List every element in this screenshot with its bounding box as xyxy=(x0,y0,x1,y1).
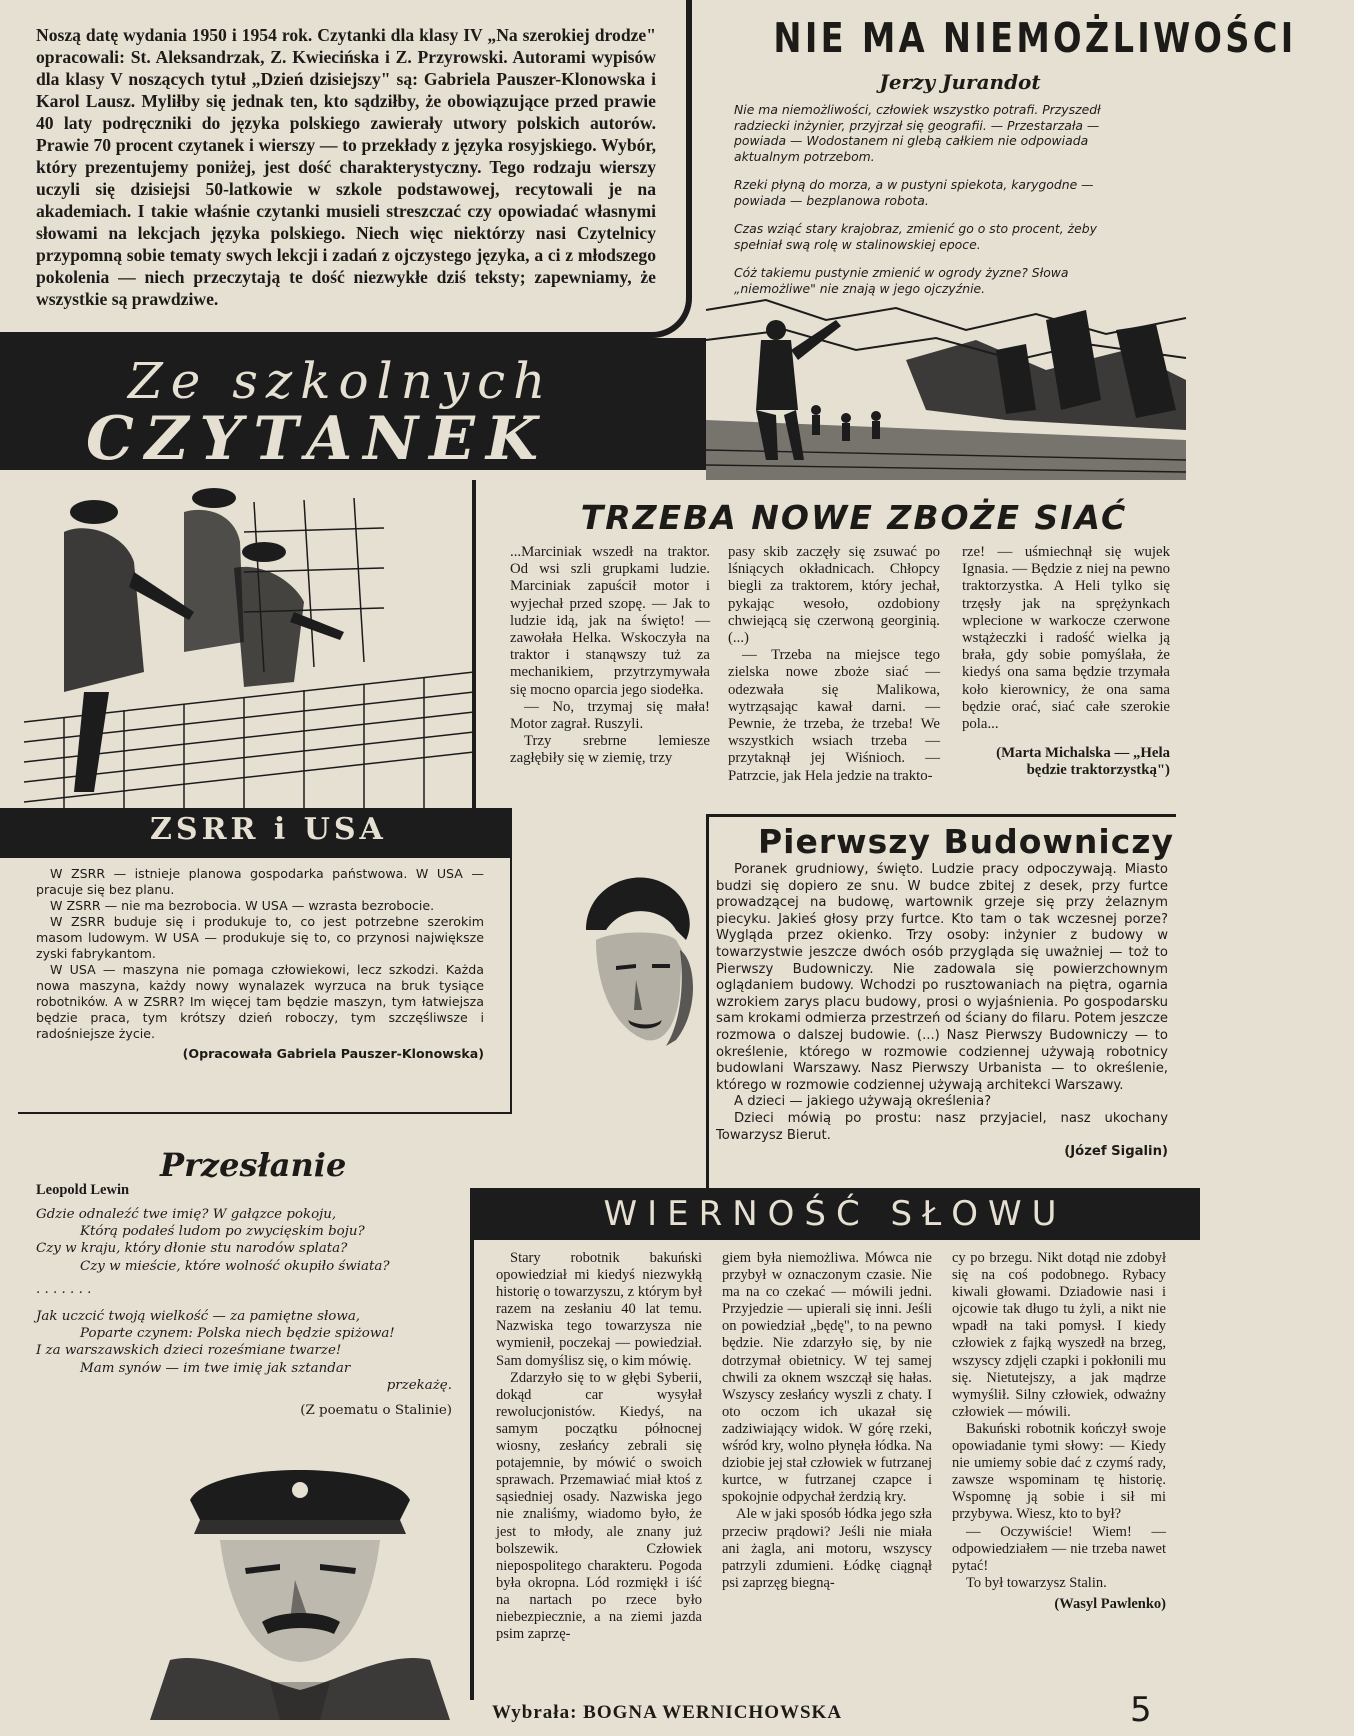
paragraph: giem była niemożliwa. Mówca nie przybył w oznaczonym czasie. Nie ma na co czekać — mówili jedni. Przyjedzie — upierali się inni. Jeśli on powiedział „będę", to na pewno będzie. Nie zdarzyło się, by nie dotrzymał obietnicy. W tej samej chwili za oknem wszczął się hałas. Wszyscy zesłańcy wyszli z chaty. I oto oczom ich ukazał się zadziwiający widok. W górę rzeki, wśród kry, wolno płynęła łódka. Na dziobie jej stał człowiek w futrzanej kurtce, w futrzanej czapce i spokojnie odpychał żerdzią kry. xyxy=(722,1250,932,1506)
wiernosc-column-2 xyxy=(722,1250,932,1592)
poem-line: I za warszawskich dzieci roześmiane twarze! xyxy=(36,1343,342,1359)
paragraph: Dzieci mówią po prostu: nasz przyjaciel, nasz ukochany Towarzysz Bierut. xyxy=(716,1110,1168,1143)
paragraph: W ZSRR — istnieje planowa gospodarka państwowa. W USA — pracuje się bez planu. xyxy=(36,866,484,897)
wiernosc-column-3 xyxy=(952,1250,1166,1613)
paragraph: W ZSRR buduje się i produkuje to, co jest potrzebne szerokim masom ludowym. W USA — produkuje się to, co przynosi największe zyski fabrykantom. xyxy=(36,914,484,961)
zboze-column-3 xyxy=(962,544,1170,780)
paragraph: A dzieci — jakiego używają określenia? xyxy=(734,1094,992,1110)
section-divider xyxy=(472,480,476,810)
poem-line: Poparte czynem: Polska niech będzie spiżowa! xyxy=(80,1326,395,1342)
paragraph: Trzy srebrne lemiesze zagłębiły się w ziemię, trzy xyxy=(510,733,710,767)
poem-body xyxy=(734,102,1144,309)
poem-line: Jak uczcić twoją wielkość — za pamiętne słowa, xyxy=(36,1309,361,1325)
poem-line: przekażę. xyxy=(386,1377,452,1393)
paragraph: W ZSRR — nie ma bezrobocia. W USA — wzrasta bezrobocie. xyxy=(50,898,435,913)
przeslanie-title: Przesłanie xyxy=(160,1146,347,1184)
budowniczy-title: Pierwszy Budowniczy xyxy=(758,822,1174,861)
canal-construction-illustration xyxy=(706,300,1186,480)
masthead-line2: CZYTANEK xyxy=(86,404,550,474)
poem-stanza: Nie ma niemożliwości, człowiek wszystko potrafi. Przyszedł radziecki inżynier, przyjrzał się geografii. — Przestarzała — powiada — Wodostanem ni glebą całkiem nie odpowiada aktualnym potrzebom. xyxy=(734,102,1101,164)
przeslanie-body xyxy=(36,1206,452,1419)
wiernosc-credit: (Wasyl Pawlenko) xyxy=(1054,1595,1166,1612)
zboze-column-2 xyxy=(728,544,940,785)
wiernosc-title: WIERNOŚĆ SŁOWU xyxy=(603,1194,1067,1234)
masthead-line1: Ze szkolnych xyxy=(128,352,554,410)
paragraph: ...Marciniak wszedł na traktor. Od wsi szli grupkami ludzie. Marciniak zapuścił motor i wyjechał przed szopę. — Jak to ludzie idą, jak na święto! — zawołała Helka. Wskoczyła na traktor i stanąwszy tuż za mechanikiem, przytrzymywała się mocno oparcia jego siodełka. xyxy=(510,544,710,698)
paragraph: cy po brzegu. Nikt dotąd nie zdobył się na coś podobnego. Rybacy kiwali głowami. Dziadowie nasi i ojcowie tak długo tu żyli, a nikt nie wpadł na taki pomysł. I kiedy człowiek z fajką wyszedł na brzeg, wszyscy zdjęli czapki i pokłonili mu się. Nietutejszy, a jak mądrze wymyślił. Silny człowiek, odważny człowiek — mówili. xyxy=(952,1250,1166,1420)
poem-header xyxy=(716,14,1297,62)
paragraph: — No, trzymaj się mała! Motor zagrał. Ruszyli. xyxy=(510,698,710,733)
paragraph: Ale w jaki sposób łódka jego szła przeciw prądowi? Jeśli nie miała ani żagla, ani motoru, wszyscy patrzyli zdumieni. Łódkę ciągnął psi zaprzęg biegną- xyxy=(722,1506,932,1591)
wiernosc-column-1 xyxy=(496,1250,702,1643)
paragraph: Poranek grudniowy, święto. Ludzie pracy odpoczywają. Miasto budzi się dopiero ze snu. W budce zbitej z desek, przy furtce prowadzącej na budowę, wartownik grzeje się przy żelaznym piecyku. Jakieś głosy przy furtce. Kto tam o tak wczesnej porze? Wygląda przez okienko. Trzy osoby: inżynier z budowy w towarzystwie jeszcze dwóch osób przygląda się uważniej — toż to Pierwszy Budowniczy. Nie zadowala się powierzchownym oglądaniem budowy. Wchodzi po rusztowaniach na piętra, ogarnia wzrokiem zarys placu budowy, prosi o wyjaśnienia. Po gospodarsku sam krokami odmierza przestrzeń od ściany do filaru. Potem jeszcze rozmowa o dalszej budowie. (...) Nasz Pierwszy Budowniczy — to określenie, którego w rozmowie codziennej używają robotnicy budowlani Warszawy. Nasz Pierwszy Urbanista — to określenie, którego w rozmowie codziennej używają architekci Warszawy. xyxy=(716,862,1168,1093)
page-number: 5 xyxy=(1130,1690,1152,1730)
poem-title: NIE MA NIEMOŻLIWOŚCI xyxy=(773,14,1297,62)
poem-stanza: Rzeki płyną do morza, a w pustyni spiekota, karygodne — powiada — bezplanowa robota. xyxy=(734,177,1094,208)
zsrr-body xyxy=(36,866,484,1062)
poem-line: Czy w kraju, który dłonie stu narodów splata? xyxy=(36,1241,348,1257)
section-divider xyxy=(470,1240,474,1700)
poem-author: Jerzy Jurandot xyxy=(879,70,1041,94)
bierut-portrait xyxy=(556,870,706,1070)
budowniczy-body xyxy=(716,862,1168,1161)
poem-stanza: Czas wziąć stary krajobraz, zmienić go o sto procent, żeby spełniał swą rolę w stalinowskiej epoce. xyxy=(734,221,1097,252)
paragraph: — Oczywiście! Wiem! — odpowiedziałem — nie trzeba nawet pytać! xyxy=(952,1523,1166,1574)
poem-ellipsis: . . . . . . . xyxy=(36,1281,92,1297)
paragraph: pasy skib zaczęły się zsuwać po lśniących okładnicach. Chłopcy biegli za traktorem, który jechał, pykając wesoło, ozdobiony chwiejącą się czerwoną georginią. (...) xyxy=(728,544,940,647)
paragraph: Bakuński robotnik kończył swoje opowiadanie tymi słowy: — Kiedy nie umiemy sobie dać z czymś rady, zawsze wspominam tę historię. Wspomnę ją sobie i sił mi przybywa. Wiesz, kto to był? xyxy=(952,1420,1166,1523)
intro-text: Noszą datę wydania 1950 i 1954 rok. Czytanki dla klasy IV „Na szerokiej drodze" opracowali: St. Aleksandrzak, Z. Kwiecińska i Z. Przyrowski. Autorami wypisów dla klasy V noszących tytuł „Dzień dzisiejszy" są: Gabriela Pauszer-Klonowska i Karol Lausz. Myliłby się jednak ten, kto sądziłby, że obowiązujące przed prawie 40 laty podręczniki do języka polskiego zawierały utwory polskich autorów. Prawie 70 procent czytanek i wierszy — to przekłady z języka rosyjskiego. Wybór, który prezentujemy poniżej, jest dość charakterystyczny. Tego rodzaju wierszy uczyli się dzisiejsi 50-latkowie w szkole podstawowej, recytowali je na akademiach. I takie właśnie czytanki musieli streszczać czy opowiadać własnymi słowami na lekcjach języka polskiego. Niech więc niektórzy nasi Czytelnicy przypomną sobie tematy swych lekcji i zadań z ojczystego języka, a ci z młodszego pokolenia — niech przeczytają te dość niezwykłe dziś teksty; zapewniamy, że wszystkie są prawdziwe. xyxy=(36,25,656,309)
przeslanie-author: Leopold Lewin xyxy=(36,1182,130,1198)
poem-line: Czy w mieście, które wolność okupiło świata? xyxy=(80,1258,390,1274)
zsrr-credit: (Opracowała Gabriela Pauszer-Klonowska) xyxy=(182,1046,484,1061)
poem-line: Mam synów — im twe imię jak sztandar xyxy=(80,1360,351,1376)
paragraph: Stary robotnik bakuński opowiedział mi kiedyś niezwykłą historię o towarzyszu, z którym był razem na zesłaniu 40 lat temu. Nazwiska tego towarzysza nie wymienił, poczekaj — powiedział. Sam domyślisz się, o kim mówię. xyxy=(496,1250,702,1369)
compiler-signature: Wybrała: BOGNA WERNICHOWSKA xyxy=(492,1702,843,1723)
przeslanie-credit: (Z poematu o Stalinie) xyxy=(300,1403,452,1419)
paragraph: — Trzeba na miejsce tego zielska nowe zboże siać — odezwała się Malikowa, wytrząsając kawał darni. — Pewnie, że trzeba, że trzeba! We wszystkich wsiach trzeba — przytaknął jej Wiśnioch. — Patrzcie, jak Hela jedzie na trakto- xyxy=(728,647,940,784)
zboze-title: TRZEBA NOWE ZBOŻE SIAĆ xyxy=(580,498,1128,537)
zboze-column-1 xyxy=(510,544,710,768)
zsrr-title: ZSRR i USA xyxy=(150,812,387,847)
paragraph: W USA — maszyna nie pomaga człowiekowi, lecz szkodzi. Każda nowa maszyna, każdy nowy wynalazek wyrzuca na bruk tysiące robotników. A w ZSRR? Im więcej tam będzie maszyn, tym łatwiejsza będzie praca, tym krótszy dzień roboczy, tym szczęśliwsze i radośniejsze życie. xyxy=(36,962,484,1041)
stalin-portrait xyxy=(150,1450,450,1720)
bricklayers-illustration xyxy=(24,492,474,808)
poem-stanza: Cóż takiemu pustynie zmienić w ogrody żyzne? Słowa „niemożliwe" nie znają w jego ojczyźnie. xyxy=(734,265,1069,296)
intro-box xyxy=(0,0,692,338)
zboze-credit: (Marta Michalska — „Hela będzie traktorzystką") xyxy=(996,745,1170,779)
poem-line: Gdzie odnaleźć twe imię? W gałązce pokoju, xyxy=(36,1207,337,1222)
budowniczy-credit: (Józef Sigalin) xyxy=(1064,1144,1168,1160)
paragraph: To był towarzysz Stalin. xyxy=(966,1574,1107,1591)
paragraph: rze! — uśmiechnął się wujek Ignasia. — Będzie z niej na pewno traktorzystka. A Heli tylko się trzęsły jak na sprężynkach wplecione w warkocze czerwone wstążeczki i radość wielka ją brała, gdy sobie pomyślała, że kiedyś ona sama będzie trzymała koło kierownicy, że ona sama będzie orać, siać całe szerokie pola... xyxy=(962,544,1170,733)
paragraph: Zdarzyło się to w głębi Syberii, dokąd car wysyłał rewolucjonistów. Kiedyś, na samym początku północnej wiosny, zesłańcy zebrali się potajemnie, by mówić o swoich sprawach. Przemawiać miał ktoś z sąsiedniej osady. Nazwiska jego nie znaliśmy, wiadomo było, że jest to młody, ale znany już bolszewik. Człowiek niepospolitego charakteru. Pogoda była okropna. Lód rozmiękł i iść na nartach po rzece było niebezpiecznie, a na ziemi jazda psim zaprzę- xyxy=(496,1369,702,1643)
poem-line: Którą podałeś ludom po zwycięskim boju? xyxy=(80,1224,365,1240)
